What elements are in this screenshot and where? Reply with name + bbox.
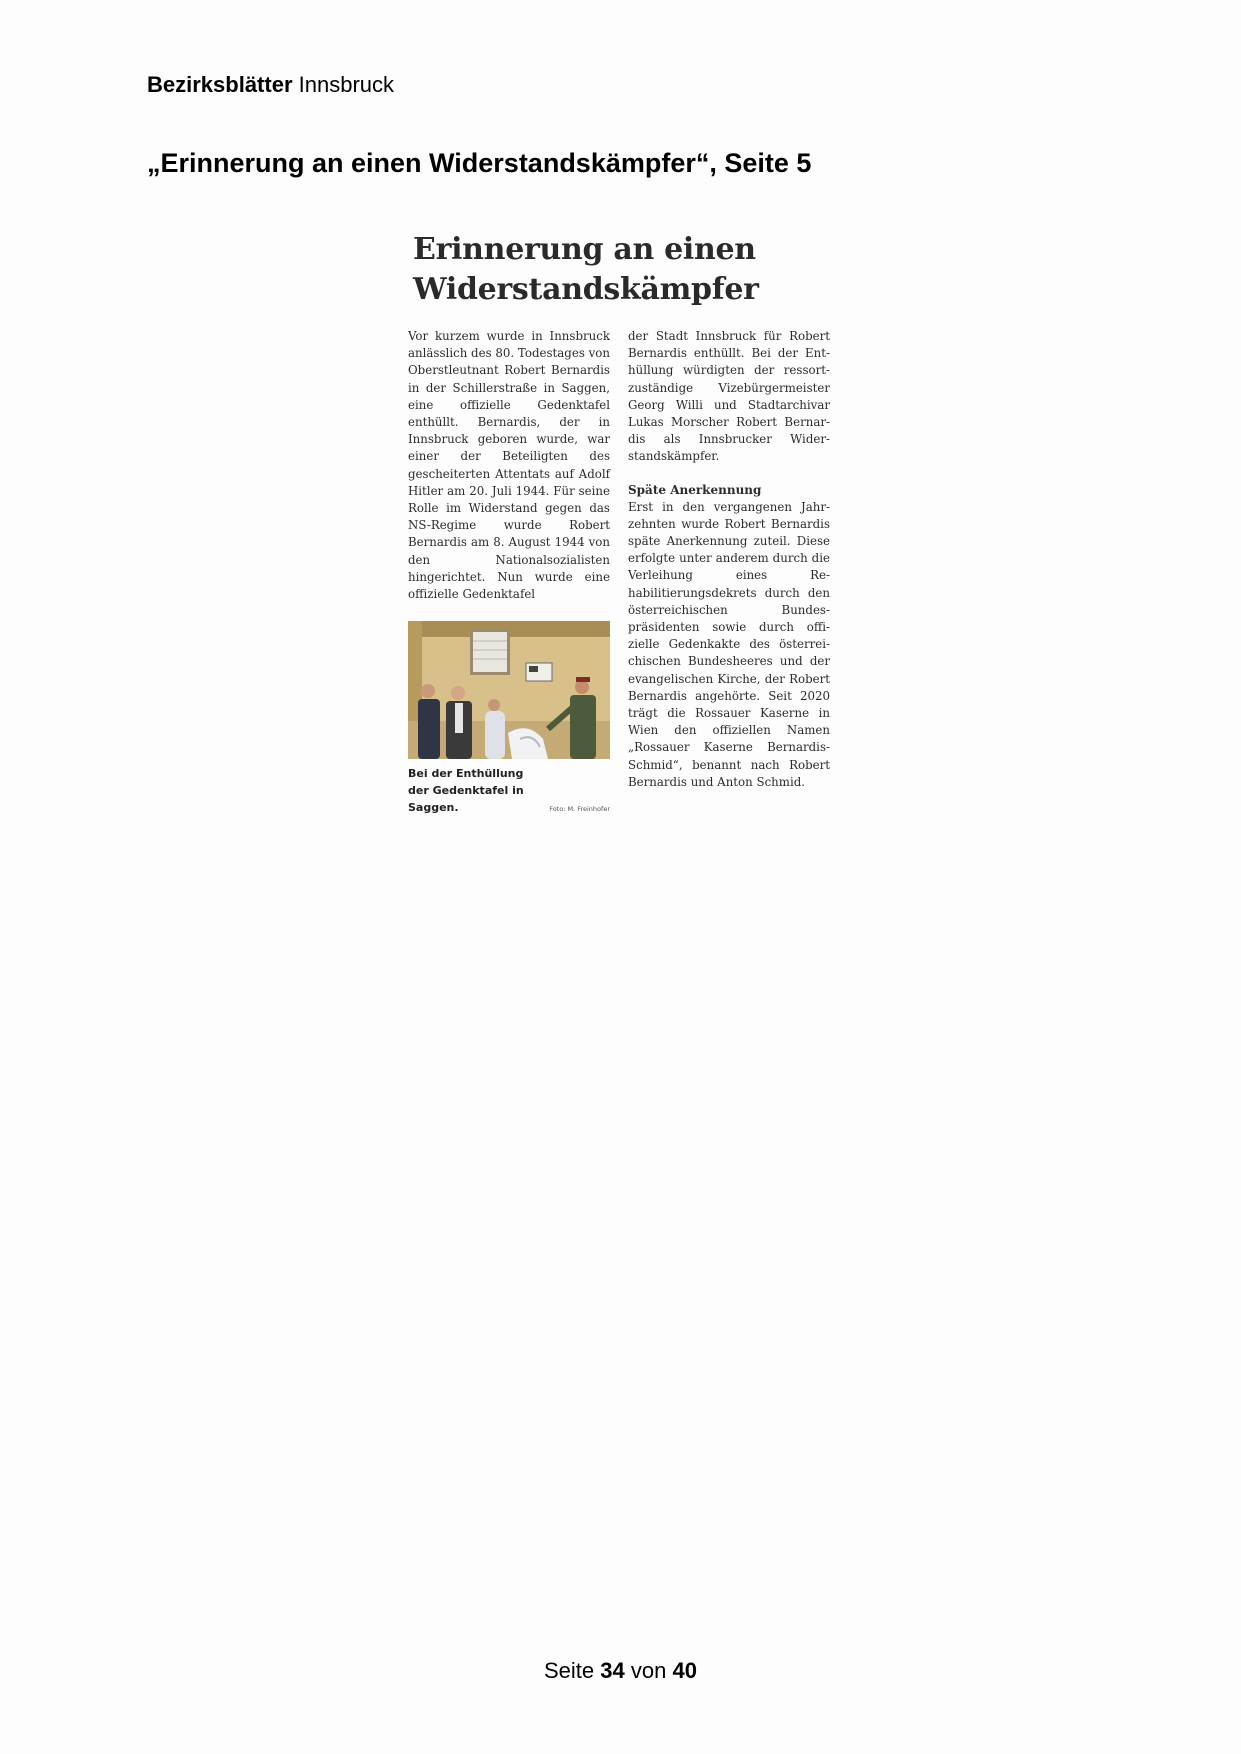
article-column-2 <box>628 328 830 816</box>
article-photo <box>408 621 610 759</box>
footer-prefix: Seite <box>544 1658 595 1683</box>
photo-illustration <box>408 621 610 759</box>
article-columns <box>408 328 832 816</box>
publication-region: Innsbruck <box>298 72 395 97</box>
article-subheading: Späte Anerkennung <box>628 482 762 497</box>
footer-separator: von <box>630 1658 667 1683</box>
page-footer <box>0 1658 1241 1684</box>
publication-header <box>147 72 394 98</box>
headline-line-2: Widerstandskämpfer <box>413 272 759 307</box>
column-2-text: der Stadt Innsbruck für Robert Bernardis enthüllt. Bei der Enthüllung würdigten der ressortzuständige Vizebürgermeister Georg Willi und Stadtarchivar Lukas Morscher Robert Bernardis als Innsbrucker Widerstandskämpfer. <box>628 329 830 464</box>
column-1-text: Vor kurzem wurde in Innsbruck anlässlich des 80. Todestages von Oberstleutnant Robert Bernardis in der Schillerstraße in Saggen, eine offizielle Gedenktafel enthüllt. Bernardis, der in Innsbruck geboren wurde, war einer der Beteiligten des gescheiterten Attentats auf Adolf Hitler am 20. Juli 1944. Für seine Rolle im Widerstand gegen das NS-Regime wurde Robert Bernardis am 8. August 1944 von den Nationalsozialisten hingerichtet. Nun wurde eine offizielle Gedenktafel <box>408 329 611 602</box>
photo-caption: Bei der Enthüllung der Gedenktafel in Saggen. <box>408 767 524 815</box>
article-headline <box>413 230 832 310</box>
total-page-count: 40 <box>672 1658 697 1683</box>
current-page-number: 34 <box>600 1658 625 1683</box>
article-column-1 <box>408 328 610 816</box>
column-2-text-b: Erst in den vergangenen Jahrzehnten wurde Robert Bernardis späte Anerkennung zuteil. Diese erfolgte unter anderem durch die Verleihung eines Rehabilitierungsdekrets durch den österreichischen Bundespräsidenten sowie durch offizielle Gedenkakte des österreichischen Bundesheeres und der evangelischen Kirche, der Robert Bernardis angehörte. Seit 2020 trägt die Rossauer Kaserne in Wien den offiziellen Namen „Rossauer Kaserne Bernardis-Schmid“, benannt nach Robert Bernardis und Anton Schmid. <box>628 499 830 789</box>
headline-line-1: Erinnerung an einen <box>413 232 756 267</box>
photo-credit: Foto: M. Freinhofer <box>549 805 610 814</box>
newspaper-clipping <box>405 230 832 816</box>
photo-caption-row <box>408 765 610 816</box>
document-title: „Erinnerung an einen Widerstandskämpfer“, Seite 5 <box>147 148 812 178</box>
publication-name: Bezirksblätter <box>147 72 293 97</box>
